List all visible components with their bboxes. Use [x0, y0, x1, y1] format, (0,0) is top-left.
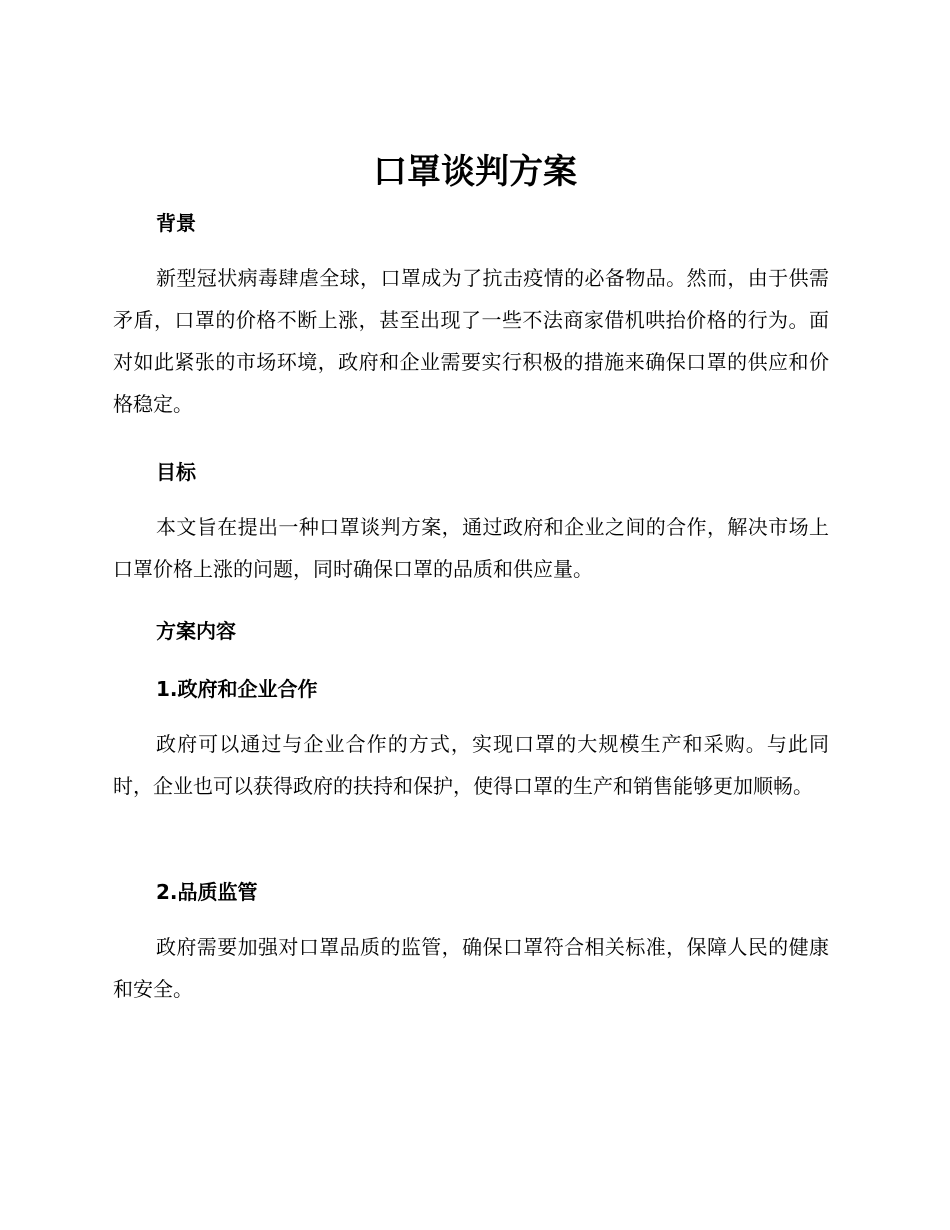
section-heading-goal: 目标 [156, 460, 196, 484]
section-heading-cooperation: 1.政府和企业合作 [156, 677, 318, 701]
section-paragraph-background: 新型冠状病毒肆虐全球，口罩成为了抗击疫情的必备物品。然而，由于供需矛盾，口罩的价格不断上涨，甚至出现了一些不法商家借机哄抬价格的行为。面对如此紧张的市场环境，政府和企业需要实行积极的措施来确保口罩的供应和价格稳定。 [113, 266, 829, 416]
section-paragraph-quality: 政府需要加强对口罩品质的监管，确保口罩符合相关标准，保障人民的健康和安全。 [113, 935, 829, 1001]
section-paragraph-cooperation: 政府可以通过与企业合作的方式，实现口罩的大规模生产和采购。与此同时，企业也可以获得政府的扶持和保护，使得口罩的生产和销售能够更加顺畅。 [113, 732, 829, 798]
document-title: 口罩谈判方案 [373, 152, 577, 192]
section-paragraph-goal: 本文旨在提出一种口罩谈判方案，通过政府和企业之间的合作，解决市场上口罩价格上涨的问题，同时确保口罩的品质和供应量。 [113, 515, 829, 581]
section-heading-background: 背景 [156, 211, 196, 235]
section-heading-plan: 方案内容 [156, 619, 236, 643]
section-heading-quality: 2.品质监管 [156, 880, 258, 904]
